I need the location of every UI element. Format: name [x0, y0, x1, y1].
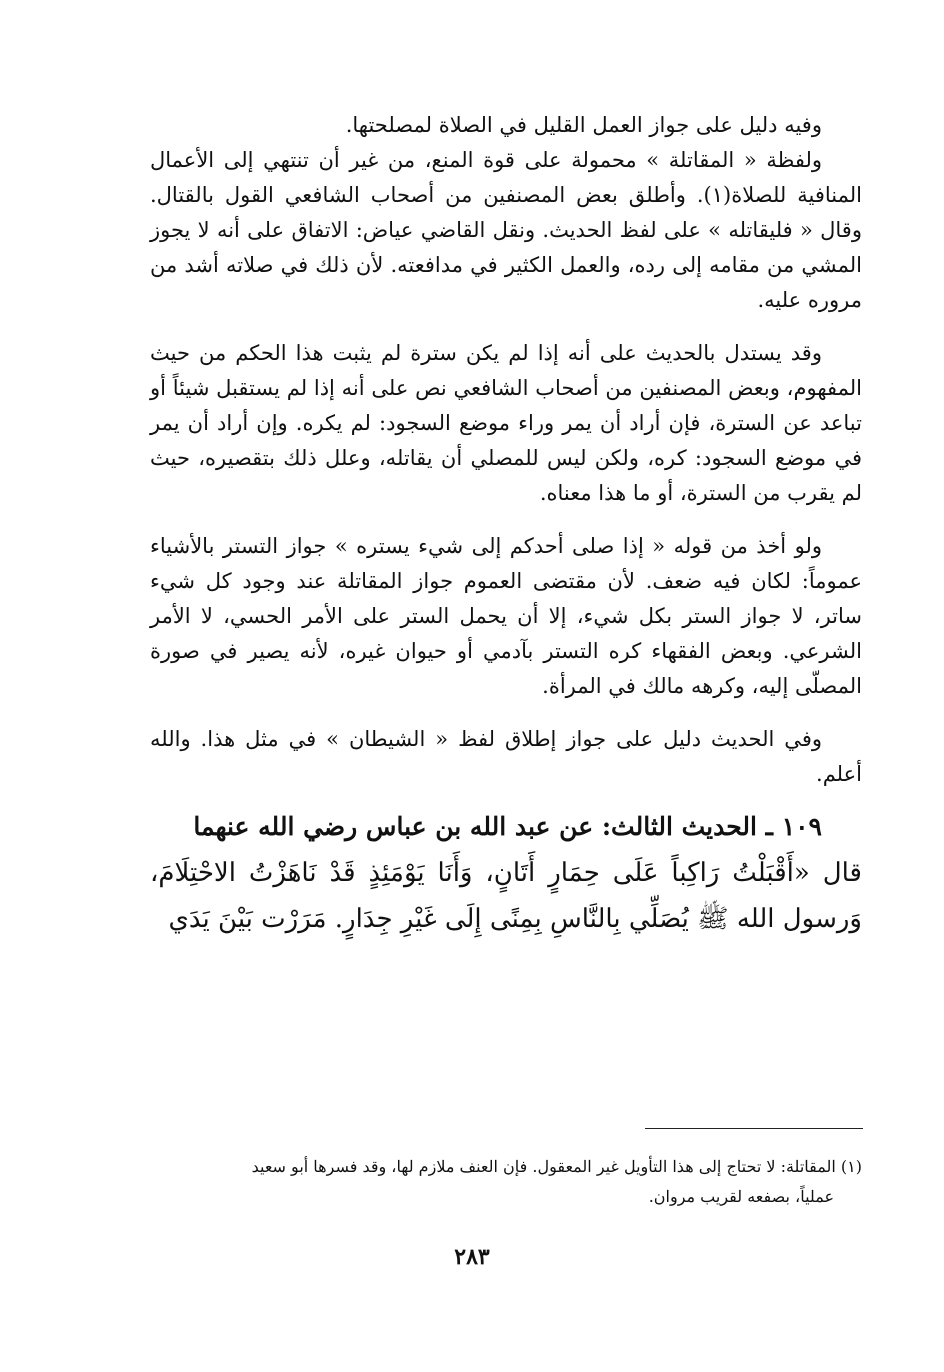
paragraph-5: وفي الحديث دليل على جواز إطلاق لفظ « الشيطان » في مثل هذا. والله أعلم. [150, 727, 862, 786]
footnote-divider [645, 1128, 863, 1129]
page-body [150, 108, 862, 942]
paragraph-2: ولفظة « المقاتلة » محمولة على قوة المنع، من غير أن تنتهي إلى الأعمال المنافية للصلاة(١). وأطلق بعض المصنفين من أصحاب الشافعي القول بالقتال. وقال « فليقاتله » على لفظ الحديث. ونقل القاضي عياض: الاتفاق على أنه لا يجوز المشي من مقامه إلى رده، والعمل الكثير في مدافعته. لأن ذلك في صلاته أشد من مروره عليه. [150, 148, 862, 312]
page-number: ٢٨٣ [454, 1244, 490, 1270]
footnote-line-2: عملياً، بصفعه لقريب مروان. [648, 1187, 834, 1206]
hadith-text: قال «أَقْبَلْتُ رَاكِباً عَلَى حِمَارٍ أَتَانٍ، وَأَنَا يَوْمَئِذٍ قَدْ نَاهَزْتُ الاحْتِلَامَ، وَرسول الله ﷺ يُصَلِّي بِالنَّاسِ بِمِنًى إِلَى غَيْرِ جِدَارٍ. مَرَرْت بَيْنَ يَدَي [150, 858, 862, 934]
hadith-heading: ١٠٩ ـ الحديث الثالث: عن عبد الله بن عباس رضي الله عنهما [193, 812, 822, 841]
footnote [150, 1152, 862, 1212]
footnote-line-1: (١) المقاتلة: لا تحتاج إلى هذا التأويل غير المعقول. فإن العنف ملازم لها، وقد فسرها أبو سعيد [251, 1157, 862, 1176]
paragraph-4: ولو أخذ من قوله « إذا صلى أحدكم إلى شيء يستره » جواز التستر بالأشياء عموماً: لكان فيه ضعف. لأن مقتضى العموم جواز المقاتلة عند وجود كل شيء ساتر، لا جواز الستر بكل شيء، إلا أن يحمل الستر على الأمر الحسي، لا الأمر الشرعي. وبعض الفقهاء كره التستر بآدمي أو حيوان غيره، لأنه يصير في صورة المصلّى إليه، وكرهه مالك في المرأة. [150, 534, 862, 698]
paragraph-1: وفيه دليل على جواز العمل القليل في الصلاة لمصلحتها. [345, 113, 822, 137]
paragraph-3: وقد يستدل بالحديث على أنه إذا لم يكن سترة لم يثبت هذا الحكم من حيث المفهوم، وبعض المصنفين من أصحاب الشافعي نص على أنه إذا لم يستقبل شيئاً أو تباعد عن السترة، فإن أراد أن يمر وراء موضع السجود: لم يكره. وإن أراد أن يمر في موضع السجود: كره، ولكن ليس للمصلي أن يقاتله، وعلل ذلك بتقصيره، حيث لم يقرب من السترة، أو ما هذا معناه. [150, 341, 862, 505]
